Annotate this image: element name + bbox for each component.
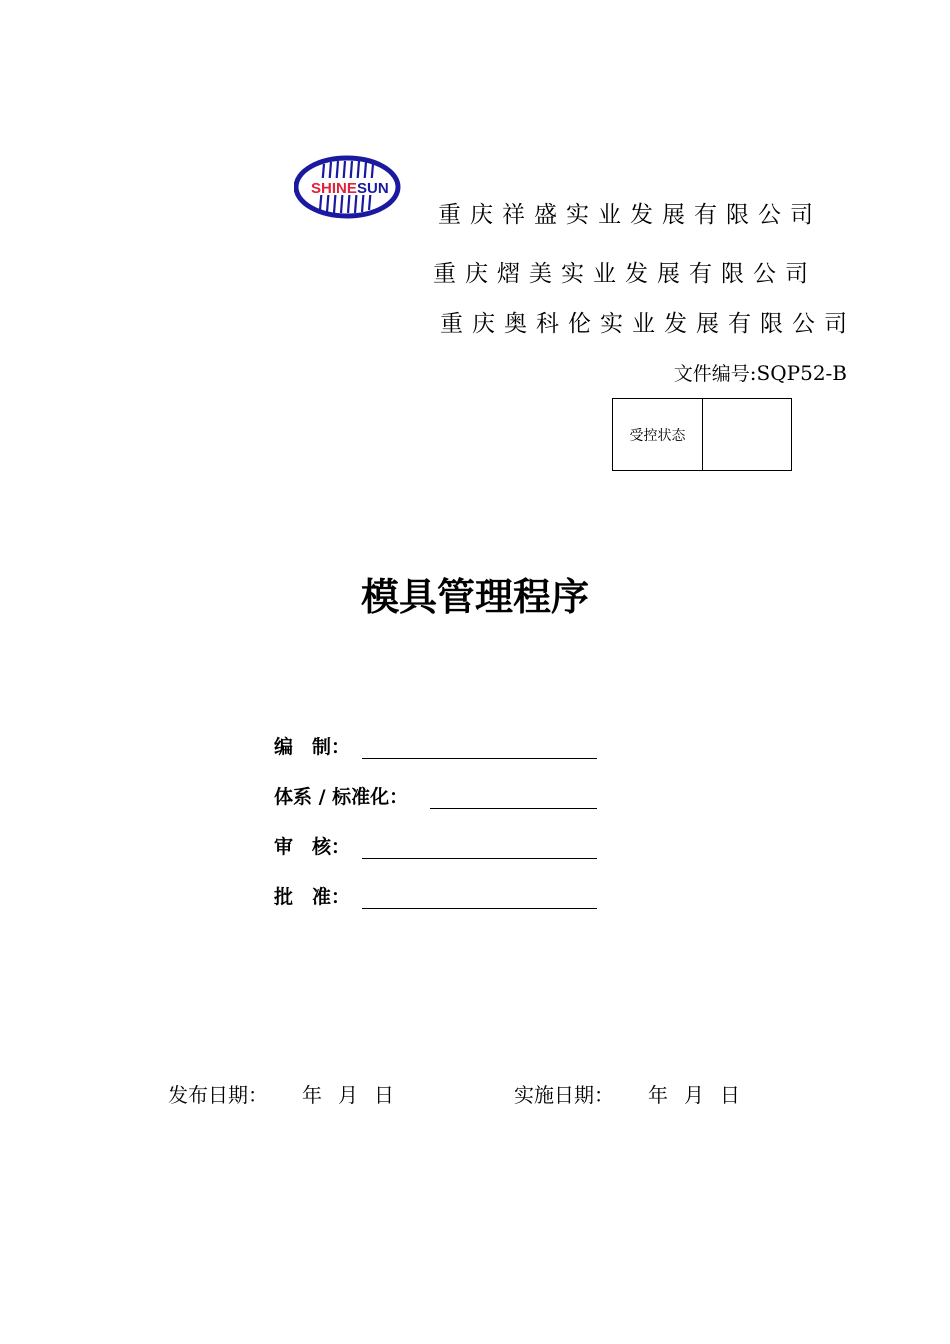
control-status-value[interactable] — [703, 399, 791, 470]
effective-date-day: 日 — [720, 1083, 740, 1107]
control-status-table — [612, 398, 792, 471]
publish-date-year: 年 — [302, 1083, 322, 1107]
signature-row-compile — [274, 738, 350, 757]
signature-row-review — [274, 838, 350, 857]
signature-line-review[interactable] — [362, 858, 597, 859]
company-name-3: 重庆奥科伦实业发展有限公司 — [440, 311, 856, 337]
document-number — [674, 363, 847, 384]
company-logo — [294, 154, 402, 220]
signature-line-approve[interactable] — [362, 908, 597, 909]
signature-row-standardization — [274, 788, 408, 807]
effective-date — [514, 1085, 740, 1105]
company-name-2: 重庆熠美实业发展有限公司 — [433, 261, 817, 287]
signature-label-standardization: 体系 / 标准化： — [274, 786, 409, 808]
document-number-label: 文件编号 — [673, 363, 750, 385]
control-status-label: 受控状态 — [613, 399, 703, 470]
effective-date-year: 年 — [648, 1083, 668, 1107]
document-title: 模具管理程序 — [360, 575, 589, 619]
signature-row-approve — [274, 888, 350, 907]
publish-date — [168, 1085, 394, 1105]
signature-label-approve: 批 准： — [274, 886, 351, 908]
signature-label-compile: 编 制： — [274, 736, 351, 758]
effective-date-label: 实施日期： — [514, 1083, 614, 1107]
document-number-value: :SQP52-B — [749, 361, 847, 385]
signature-label-review: 审 核： — [274, 836, 351, 858]
publish-date-label: 发布日期： — [168, 1083, 268, 1107]
logo-text-shine: SHINE — [311, 180, 357, 197]
signature-line-standardization[interactable] — [430, 808, 597, 809]
effective-date-month: 月 — [684, 1083, 704, 1107]
signature-line-compile[interactable] — [362, 758, 597, 759]
publish-date-month: 月 — [338, 1083, 358, 1107]
publish-date-day: 日 — [374, 1083, 394, 1107]
logo-text-sun: SUN — [357, 180, 389, 197]
company-name-1: 重庆祥盛实业发展有限公司 — [438, 202, 822, 228]
